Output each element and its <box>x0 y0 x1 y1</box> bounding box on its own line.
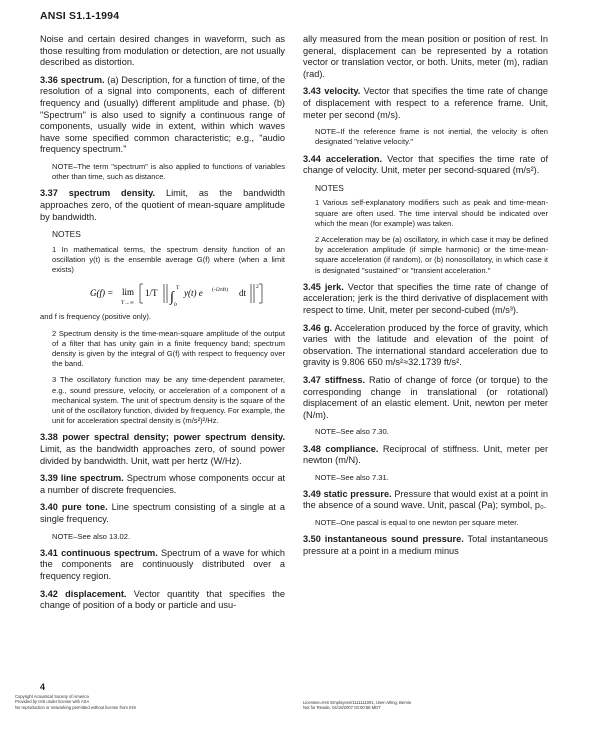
formula-lim-sub: T→∞ <box>121 300 134 307</box>
formula-body: 1/T <box>145 288 158 299</box>
entry-note: NOTE–See also 7.31. <box>315 472 389 482</box>
entry-3-38 <box>40 432 285 467</box>
entry-3-36 <box>40 75 285 156</box>
page-number: 4 <box>40 682 46 692</box>
entry-body: Vector that specifies the time rate of change of displacement with respect to a reference frame. Unit, meter per second (m/s). <box>303 86 548 120</box>
entry-body: Vector quantity that specifies the change of position of a body or particle and usu- <box>40 588 285 611</box>
entry-body: Limit, as the bandwidth approaches zero, of sound power divided by bandwidth. Unit, watt per hertz (W/Hz). <box>40 443 285 466</box>
entry-3-49 <box>303 489 548 512</box>
formula-lim: lim <box>122 287 135 298</box>
notes-heading: NOTES <box>52 229 81 240</box>
entry-3-44 <box>303 154 548 177</box>
entry-term: 3.49 static pressure. <box>303 488 392 499</box>
footer-line: No reproduction or networking permitted without license from IHS <box>15 704 137 710</box>
entry-3-37 <box>40 188 285 223</box>
entry-body: Total instantaneous pressure at a point in a medium minus <box>303 534 548 556</box>
license-footer <box>303 700 411 711</box>
entry-3-42 <box>40 589 285 612</box>
formula-graphic <box>90 281 285 307</box>
entry-note: NOTE–See also 13.02. <box>52 531 131 541</box>
entry-note: NOTE–See also 7.30. <box>315 427 389 437</box>
entry-3-39 <box>40 473 285 496</box>
formula-upper: T <box>176 285 180 292</box>
svg-text:∫: ∫ <box>170 290 174 306</box>
footer-line: Not for Resale, 04/18/2007 03:00:58 MDT <box>303 705 381 711</box>
entry-3-41 <box>40 548 285 583</box>
entry-3-50 <box>303 534 548 557</box>
entry-body: Vector that specifies the time rate of change of velocity. Unit, meter per second-squared (m/s²). <box>303 153 549 176</box>
intro-paragraph: Noise and certain desired changes in waveform, such as those resulting from modulation or detection, are not usually described as distortion. <box>40 34 285 68</box>
entry-term: 3.45 jerk. <box>303 281 344 292</box>
entry-note: 1 Various self-explanatory modifiers such as peak and time-mean-square are often used. The time interval should be indicated over which the mean (for example) was taken. <box>315 198 548 228</box>
entry-body: Pressure that would exist at a point in the absence of a sound wave. Unit, pascal (Pa); symbol, p₀. <box>303 488 549 511</box>
spectrum-density-formula <box>40 281 285 307</box>
entry-3-43 <box>303 86 548 121</box>
entry-note: NOTE–If the reference frame is not inertial, the velocity is often designated "relative velocity." <box>315 127 548 147</box>
entry-3-45 <box>303 282 548 317</box>
entry-body: Ratio of change of force (or torque) to the corresponding change in translational (or rotational) displacement of an elastic element. Unit, newton per meter (N/m). <box>303 374 548 420</box>
entry-term: 3.42 displacement. <box>40 588 127 599</box>
entry-term: 3.38 power spectral density; power spectrum density. <box>40 432 285 443</box>
entry-body: Acceleration produced by the force of gravity, which varies with the latitude and elevation of the point of observation. The international standard acceleration due to gravity is 9.806 650 m/s²≈32.1739 ft/s². <box>303 322 549 368</box>
formula-exponent: (-i2πft) <box>212 287 228 294</box>
entry-term: 3.43 velocity. <box>303 86 361 97</box>
entry-note: 2 Acceleration may be (a) oscillatory, in which case it may be defined by acceleration amplitude (if simple harmonic) or the time-mean-square acceleration (if random), or (b) nonoscillatory, in which case it is designated "sustained" or "transient acceleration." <box>315 234 548 275</box>
entry-note: 2 Spectrum density is the time-mean-square amplitude of the output of a filter that has unity gain in a finite frequency band; spectrum density is given by the integral of G(f) with respect to frequency over the band. <box>52 328 285 369</box>
entry-body: Limit, as the bandwidth approaches zero, of the quotient of mean-square amplitude by bandwidth. <box>40 188 285 222</box>
entry-3-40 <box>40 502 285 525</box>
formula-power: 2 <box>256 284 259 291</box>
continued-paragraph: ally measured from the mean position or position of rest. In general, displacement can be represented by a rotation vector or translation vector, or both. Units, meter (m), radian (rad). <box>303 34 548 79</box>
entry-term: 3.48 compliance. <box>303 443 379 454</box>
notes-heading: NOTES <box>315 182 344 193</box>
entry-term: 3.41 continuous spectrum. <box>40 547 158 558</box>
entry-term: 3.46 g. <box>303 322 333 333</box>
entry-note: 3 The oscillatory function may be any time-dependent parameter, e.g., sound pressure, velocity, or acceleration of a component of a mechanical system. The unit of spectrum density is the square of the unit of the oscillatory function, divided by frequency. For example, the unit for acceleration spectral density is (m/s²)²/Hz. <box>52 375 285 426</box>
entry-note: NOTE–One pascal is equal to one newton per square meter. <box>315 518 519 528</box>
entry-note: NOTE–The term "spectrum" is also applied to functions of variables other than time, such as distance. <box>52 161 285 182</box>
formula-dt: dt <box>239 288 247 299</box>
entry-term: 3.50 instantaneous sound pressure. <box>303 534 464 545</box>
entry-term: 3.36 spectrum. <box>40 74 105 85</box>
entry-3-48 <box>303 444 548 467</box>
formula-inner: y(t) e <box>184 288 203 299</box>
entry-term: 3.40 pure tone. <box>40 502 108 513</box>
entry-body: Line spectrum consisting of a single at a single frequency. <box>40 502 286 524</box>
entry-body: (a) Description, for a function of time, of the resolution of a signal into components, each of different frequency and (usually) different amplitude and phase. (b) "Spectrum" is also used to signify a continuous range of components, usually wide in extent, within which waves have some specified common characteristic; e.g., "audio frequency spectrum." <box>40 74 285 155</box>
entry-note: 1 In mathematical terms, the spectrum density function of an oscillation y(t) is the ensemble average G(f) where (when a limit exists) <box>52 244 285 275</box>
page-header: ANSI S1.1-1994 <box>40 10 120 22</box>
copyright-footer <box>15 694 136 710</box>
footer-line: Copyright Acoustical Society of America <box>15 694 89 699</box>
entry-term: 3.39 line spectrum. <box>40 473 124 484</box>
entry-body: Reciprocal of stiffness. Unit, meter per newton (m/N). <box>303 443 548 466</box>
footer-line: Licensee=IHS Employees/1111111001, User=Wing, Bernie <box>303 700 412 705</box>
formula-explanation: and f is frequency (positive only). <box>40 312 152 322</box>
entry-3-46 <box>303 323 548 369</box>
entry-term: 3.44 acceleration. <box>303 153 383 164</box>
entry-term: 3.47 stiffness. <box>303 374 366 385</box>
entry-3-47 <box>303 375 548 421</box>
right-column <box>303 34 548 563</box>
entry-body: Vector that specifies the time rate of change of acceleration; jerk is the third derivative of displacement with respect to time. Unit, meter per second-cubed (m/s³). <box>303 281 548 315</box>
footer-line: Provided by IHS under license with ASA <box>15 699 90 705</box>
formula-lhs: G(f) = <box>90 288 114 299</box>
entry-term: 3.37 spectrum density. <box>40 188 156 199</box>
left-column <box>40 34 285 618</box>
formula-lower: 0 <box>174 302 177 308</box>
entry-body: Spectrum of a wave for which the components are continuously distributed over a frequency region. <box>40 547 286 581</box>
entry-body: Spectrum whose components occur at a number of discrete frequencies. <box>40 473 285 495</box>
